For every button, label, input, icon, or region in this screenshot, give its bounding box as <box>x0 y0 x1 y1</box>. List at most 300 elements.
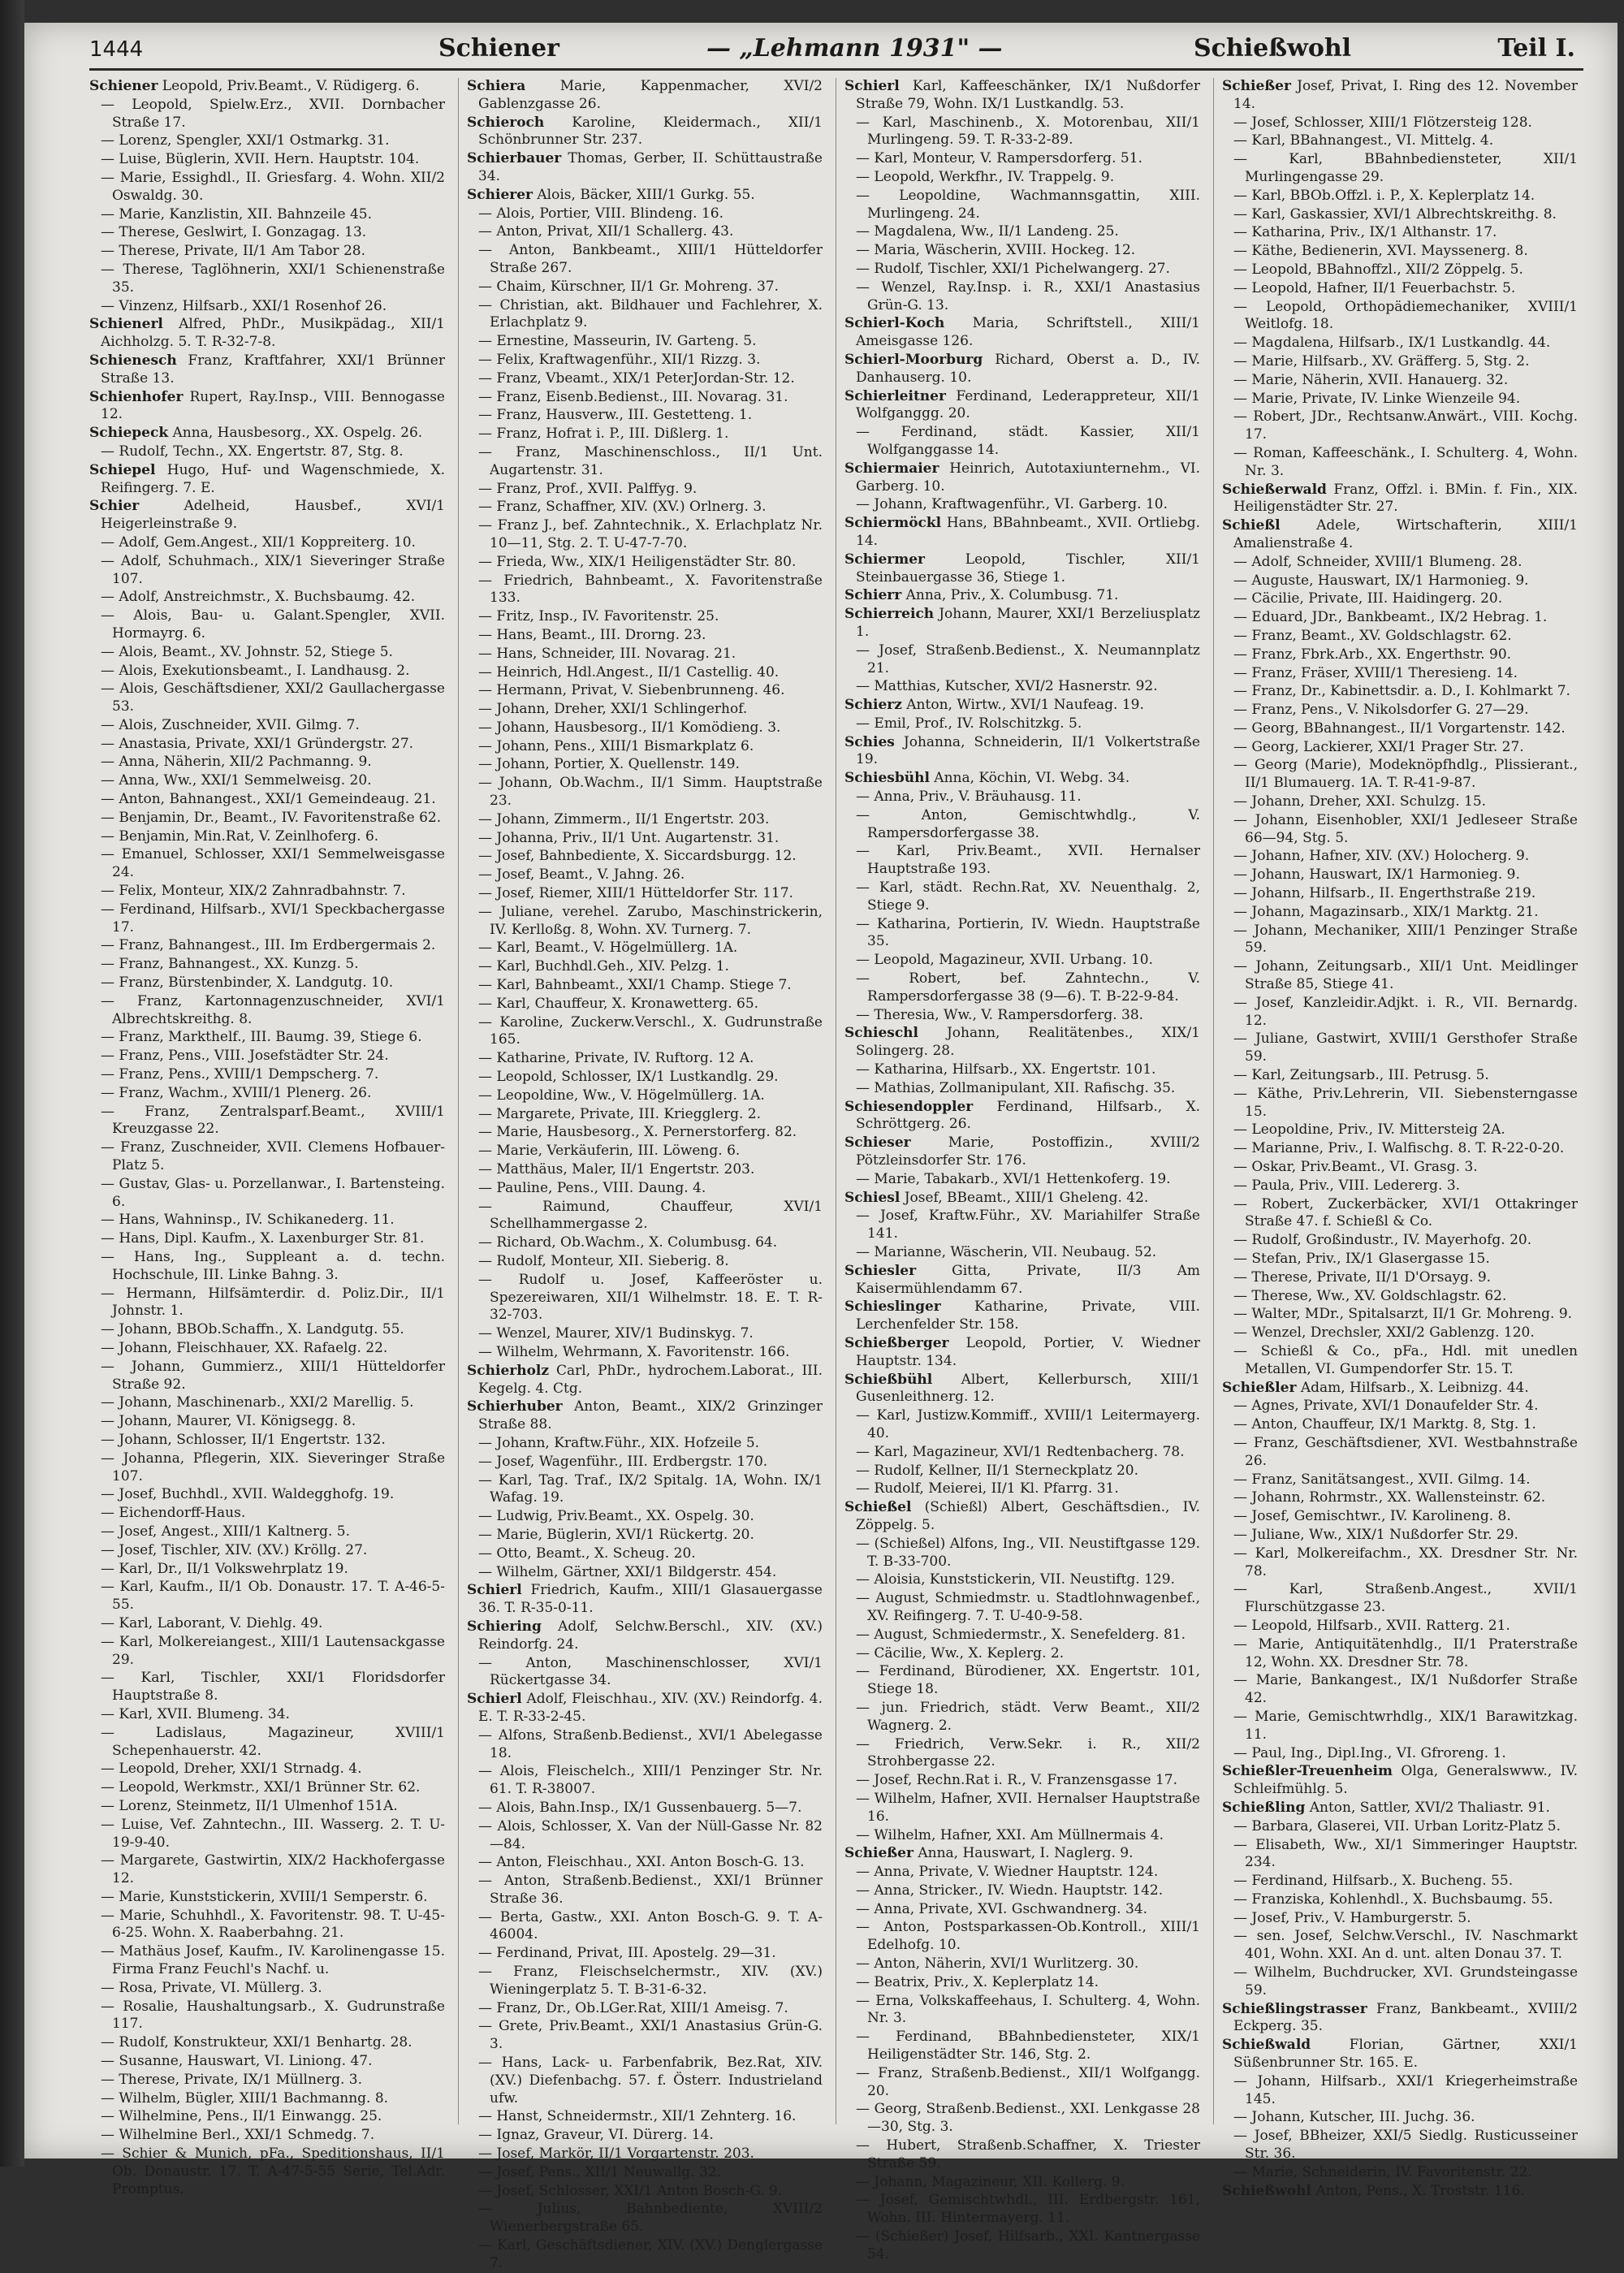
directory-entry: — Therese, Geslwirt, I. Gonzagag. 13. <box>101 224 367 241</box>
directory-entry: — Karoline, Zuckerw.Verschl., X. Gudrunstraße 165. <box>478 1013 823 1048</box>
directory-entry: — Johann, Kutscher, III. Juchg. 36. <box>1233 2109 1475 2126</box>
directory-entry: — Ferdinand, Hilfsarb., XVI/1 Speckbachergasse 17. <box>101 901 445 936</box>
directory-entry: Schieslinger Katharine, Private, VIII. Lerchenfelder Str. 158. <box>844 1299 1200 1333</box>
directory-entry: — Franz J., bef. Zahntechnik., X. Erlachplatz Nr. 10—11, Stg. 2. T. U-47-7-70. <box>478 517 823 551</box>
last-entry-name: Schießwohl <box>1194 34 1352 63</box>
directory-entry: — Leopold, Hafner, II/1 Feuerbachstr. 5. <box>1233 279 1516 296</box>
directory-entry: — Karl, Gaskassier, XVI/1 Albrechtskreithg. 8. <box>1233 205 1557 223</box>
directory-entry: — Frieda, Ww., XIX/1 Heiligenstädter Str. 80. <box>478 553 797 570</box>
directory-entry: — Anastasia, Private, XXI/1 Gründergstr. 27. <box>101 735 414 752</box>
directory-entry: — Felix, Monteur, XIX/2 Zahnradbahnstr. 7. <box>101 883 406 900</box>
directory-entry: Schießerwald Franz, Offzl. i. BMin. f. Fin., XIX. Heiligenstädter Str. 27. <box>1222 481 1578 516</box>
directory-entry: — Barbara, Glaserei, VII. Urban Loritz-Platz 5. <box>1233 1817 1561 1834</box>
directory-entry: — Ernestine, Masseurin, IV. Garteng. 5. <box>478 333 757 350</box>
directory-entry: — Juliane, Ww., XIX/1 Nußdorfer Str. 29. <box>1233 1526 1518 1543</box>
directory-entry: — Johann, Hauswart, IX/1 Harmonieg. 9. <box>1233 866 1520 884</box>
directory-entry: Schießwohl Anton, Pens., X. Troststr. 116. <box>1222 2182 1525 2199</box>
directory-entry: Schierholz Carl, PhDr., hydrochem.Laborat., III. Kegelg. 4. Ctg. <box>467 1362 823 1397</box>
directory-entry: — Johann, Ob.Wachm., II/1 Simm. Hauptstraße 23. <box>478 775 823 810</box>
column-3 <box>844 78 1200 2262</box>
directory-entry: — Rudolf, Großindustr., IV. Mayerhofg. 20. <box>1233 1232 1532 1249</box>
directory-entry: — Anna, Private, XVI. Gschwandnerg. 34. <box>856 1900 1148 1917</box>
directory-entry: — Johann, Schlosser, II/1 Engertstr. 132. <box>101 1431 386 1448</box>
directory-entry: — Georg (Marie), Modeknöpfhdlg., Plissierant., II/1 Blumauerg. 1A. T. R-41-9-87. <box>1233 757 1578 792</box>
directory-entry: — Franz, Beamt., XV. Goldschlagstr. 62. <box>1233 627 1512 644</box>
directory-entry: — Johanna, Priv., II/1 Unt. Augartenstr. 31. <box>478 829 780 846</box>
directory-entry: — Therese, Taglöhnerin, XXI/1 Schienenstraße 35. <box>101 261 445 296</box>
directory-entry: Schierl Friedrich, Kaufm., XIII/1 Glasauergasse 36. T. R-35-0-11. <box>467 1582 823 1617</box>
directory-entry: — Johann, Maschinenarb., XXI/2 Marellig. 5. <box>101 1394 414 1411</box>
directory-entry: — Franz, Eisenb.Bedienst., III. Novarag. 31. <box>478 388 788 405</box>
directory-entry: Schießling Anton, Sattler, XVI/2 Thaliastr. 91. <box>1222 1799 1550 1816</box>
directory-entry: — Franz, Wachm., XVIII/1 Plenerg. 26. <box>101 1084 372 1101</box>
directory-entry: Schierl Karl, Kaffeeschänker, IX/1 Nußdorfer Straße 79, Wohn. IX/1 Lustkandlg. 53. <box>844 78 1200 112</box>
directory-title: — „Lehmann 1931" — <box>706 34 1003 63</box>
directory-entry: — Lorenz, Steinmetz, II/1 Ulmenhof 151A. <box>101 1797 398 1814</box>
directory-entry: — Karl, Magazineur, XVI/1 Redtenbacherg. 78. <box>856 1443 1185 1460</box>
directory-entry: Schießler-Treuenheim Olga, Generalswww., IV. Schleifmühlg. 5. <box>1222 1763 1578 1798</box>
directory-entry: — Schießl & Co., pFa., Hdl. mit unedlen Metallen, VI. Gumpendorfer Str. 15. T. <box>1233 1342 1578 1377</box>
directory-entry: — Johann, Portier, X. Quellenstr. 149. <box>478 756 740 773</box>
directory-entry: Schierer Alois, Bäcker, XIII/1 Gurkg. 55. <box>467 186 755 203</box>
directory-entry: — Stefan, Priv., IX/1 Glasergasse 15. <box>1233 1251 1490 1267</box>
directory-entry: — Marie, Büglerin, XVI/1 Rückertg. 20. <box>478 1526 754 1543</box>
directory-entry: — Josef, Riemer, XIII/1 Hütteldorfer Str. 117. <box>478 885 793 902</box>
directory-entry: Schießel (Schießl) Albert, Geschäftsdien., IV. Zöppelg. 5. <box>844 1499 1200 1533</box>
directory-entry: — Käthe, Bedienerin, XVI. Mayssenerg. 8. <box>1233 243 1528 260</box>
directory-entry: — (Schießer) Josef, Hilfsarb., XXI. Kantnergasse 54. <box>856 2228 1200 2262</box>
directory-entry: — Leopold, Orthopädiemechaniker, XVIII/1 Weitlofg. 18. <box>1233 298 1578 333</box>
directory-entry: Schießler Adam, Hilfsarb., X. Leibnizg. 44. <box>1222 1379 1529 1396</box>
directory-entry: — Franz, Vbeamt., XIX/1 PeterJordan-Str. 12. <box>478 369 795 387</box>
directory-entry: — Johann, Dreher, XXI/1 Schlingerhof. <box>478 701 748 718</box>
column-4 <box>1222 78 1578 2199</box>
directory-entry: — Katharina, Hilfsarb., XX. Engertstr. 101. <box>856 1061 1156 1078</box>
directory-entry: — Ferdinand, Bürodiener, XX. Engertstr. 101, Stiege 18. <box>856 1663 1200 1698</box>
directory-entry: Schierreich Johann, Maurer, XXI/1 Berzeliusplatz 1. <box>844 606 1200 640</box>
directory-entry: — Christian, akt. Bildhauer und Fachlehrer, X. Erlachplatz 9. <box>478 296 823 331</box>
directory-entry: — Rudolf, Meierei, II/1 Kl. Pfarrg. 31. <box>856 1480 1119 1497</box>
directory-entry: — Leopoldine, Priv., IV. Mittersteig 2A. <box>1233 1121 1505 1139</box>
directory-entry: — Karl, Molkereifachm., XX. Dresdner Str. Nr. 78. <box>1233 1545 1578 1579</box>
directory-entry: — Karl, Kaufm., II/1 Ob. Donaustr. 17. T. A-46-5-55. <box>101 1579 445 1614</box>
directory-entry: — Georg, BBahnangest., II/1 Vorgartenstr. 142. <box>1233 719 1566 737</box>
directory-entry: — Wilhelm, Hafner, XVII. Hernalser Hauptstraße 16. <box>856 1790 1200 1825</box>
directory-entry: — Josef, Gemischtwhdl., III. Erdbergstr. 161, Wohn. III. Hintermayerg. 11. <box>856 2192 1200 2227</box>
directory-entry: — Franz, Hofrat i. P., III. Dißlerg. 1. <box>478 426 729 443</box>
directory-entry: — Leopold, Hilfsarb., XVII. Ratterg. 21. <box>1233 1617 1510 1634</box>
directory-entry: — Josef, Straßenb.Bedienst., X. Neumannplatz 21. <box>856 642 1200 676</box>
directory-entry: Schieroch Karoline, Kleidermach., XII/1 Schönbrunner Str. 237. <box>467 114 823 149</box>
directory-entry: — Karl, BBOb.Offzl. i. P., X. Keplerplatz 14. <box>1233 187 1535 204</box>
directory-entry: — Ignaz, Graveur, VI. Dürerg. 14. <box>478 2127 714 2144</box>
directory-entry: — Emil, Prof., IV. Rolschitzkg. 5. <box>856 715 1082 732</box>
directory-entry: — Anton, Chauffeur, IX/1 Marktg. 8, Stg. 1. <box>1233 1416 1536 1433</box>
directory-entry: — Anna, Näherin, XII/2 Pachmanng. 9. <box>101 754 372 771</box>
directory-entry: — Paul, Ing., Dipl.Ing., VI. Gfroreng. 1. <box>1233 1744 1506 1761</box>
directory-entry: — Josef, Angest., XIII/1 Kaltnerg. 5. <box>101 1523 351 1540</box>
directory-entry: — Franz, Fleischselchermstr., XIV. (XV.) Wieningerplatz 5. T. B-31-6-32. <box>478 1964 823 1998</box>
directory-entry: — Juliane, Gastwirt, XVIII/1 Gersthofer Straße 59. <box>1233 1031 1578 1065</box>
directory-entry: — Karl, städt. Rechn.Rat, XV. Neuenthalg. 2, Stiege 9. <box>856 879 1200 914</box>
directory-entry: — Franz, Straßenb.Bedienst., XII/1 Wolfgangg. 20. <box>856 2064 1200 2099</box>
directory-entry: — Mathias, Zollmanipulant, XII. Rafischg. 35. <box>856 1079 1176 1096</box>
directory-entry: — Johann, Fleischhauer, XX. Rafaelg. 22. <box>101 1339 388 1356</box>
directory-entry: — Franz, Fräser, XVIII/1 Theresieng. 14. <box>1233 664 1518 681</box>
directory-entry: Schießlingstrasser Franz, Bankbeamt., XVIII/2 Eckperg. 35. <box>1222 2000 1578 2035</box>
directory-entry: — Wilhelmine Berl., XXI/1 Schmedg. 7. <box>101 2127 375 2144</box>
directory-entry: — Ludwig, Priv.Beamt., XX. Ospelg. 30. <box>478 1508 754 1525</box>
directory-entry: — Johann, Hilfsarb., II. Engerthstraße 219. <box>1233 885 1536 902</box>
directory-entry: — Franz, Markthelf., III. Baumg. 39, Stiege 6. <box>101 1029 422 1046</box>
page-binding-shadow <box>0 0 24 2167</box>
directory-entry: — Anton, Straßenb.Bedienst., XXI/1 Brünner Straße 36. <box>478 1873 823 1907</box>
directory-entry: — Luise, Vef. Zahntechn., III. Wasserg. 2. T. U-19-9-40. <box>101 1816 445 1851</box>
directory-entry: Schies Johanna, Schneiderin, II/1 Volkertstraße 19. <box>844 733 1200 768</box>
directory-entry: — Maria, Wäscherin, XVIII. Hockeg. 12. <box>856 242 1136 259</box>
directory-entry: — Hans, Schneider, III. Novarag. 21. <box>478 645 736 662</box>
directory-entry: — Berta, Gastw., XXI. Anton Bosch-G. 9. T. A-46004. <box>478 1908 823 1943</box>
directory-entry: — Therese, Ww., XV. Goldschlagstr. 62. <box>1233 1287 1507 1304</box>
directory-entry: — Hans, Dipl. Kaufm., X. Laxenburger Str. 81. <box>101 1230 425 1247</box>
directory-entry: — Elisabeth, Ww., XI/1 Simmeringer Hauptstr. 234. <box>1233 1836 1578 1871</box>
directory-entry: — Adolf, Anstreichmstr., X. Buchsbaumg. 42. <box>101 589 416 606</box>
directory-entry: — Margarete, Gastwirtin, XIX/2 Hackhofergasse 12. <box>101 1852 445 1887</box>
directory-entry: — Alois, Fleischelch., XIII/1 Penzinger Str. Nr. 61. T. R-38007. <box>478 1763 823 1798</box>
directory-entry: — Josef, Kraftw.Führ., XV. Mariahilfer Straße 141. <box>856 1208 1200 1242</box>
directory-entry: — Karl, Molkereiangest., XIII/1 Lautensackgasse 29. <box>101 1633 445 1668</box>
column-1 <box>89 78 445 2197</box>
directory-entry: — Franz, Fbrk.Arb., XX. Engerthstr. 90. <box>1233 646 1512 663</box>
directory-entry: — Adolf, Schuhmach., XIX/1 Sieveringer Straße 107. <box>101 552 445 587</box>
directory-entry: — Susanne, Hauswart, VI. Liniong. 47. <box>101 2053 373 2070</box>
directory-entry: — Rosalie, Haushaltungsarb., X. Gudrunstraße 117. <box>101 1998 445 2033</box>
directory-entry: — Leopold, BBahnoffzl., XII/2 Zöppelg. 5. <box>1233 261 1523 278</box>
directory-entry: — Johann, Eisenhobler, XXI/1 Jedleseer Straße 66—94, Stg. 5. <box>1233 811 1578 846</box>
directory-entry: — Leopold, Magazineur, XVII. Urbang. 10. <box>856 952 1153 969</box>
directory-entry: Schienesch Franz, Kraftfahrer, XXI/1 Brünner Straße 13. <box>89 352 445 387</box>
directory-entry: — Anna, Stricker., IV. Wiedn. Hauptstr. 142. <box>856 1882 1164 1899</box>
directory-entry: — Leopold, Schlosser, IX/1 Lustkandlg. 29. <box>478 1069 779 1086</box>
directory-entry: — Johann, Gummierz., XIII/1 Hütteldorfer Straße 92. <box>101 1358 445 1393</box>
directory-entry: — Alois, Portier, VIII. Blindeng. 16. <box>478 205 723 222</box>
directory-entry: — Karl, Justizw.Kommiff., XVIII/1 Leitermayerg. 40. <box>856 1407 1200 1441</box>
directory-entry: — Anton, Fleischhau., XXI. Anton Bosch-G. 13. <box>478 1854 805 1871</box>
directory-entry: Schiesbühl Anna, Köchin, VI. Webg. 34. <box>844 770 1130 787</box>
directory-entry: — Anna, Priv., V. Bräuhausg. 11. <box>856 789 1082 806</box>
directory-entry: — Felix, Kraftwagenführ., XII/1 Rizzg. 3. <box>478 351 761 368</box>
directory-entry: — Josef, Wagenführ., III. Erdbergstr. 170. <box>478 1453 768 1470</box>
directory-entry: — Wenzel, Maurer, XIV/1 Budinskyg. 7. <box>478 1325 754 1342</box>
directory-entry: — Josef, Schlosser, XXI/1 Anton Bosch-G. 9. <box>478 2182 783 2199</box>
directory-entry: — Franz, Bahnangest., XX. Kunzg. 5. <box>101 956 359 973</box>
directory-entry: — Ladislaus, Magazineur, XVIII/1 Schepenhauerstr. 42. <box>101 1724 445 1759</box>
directory-entry: — Josef, Rechn.Rat i. R., V. Franzensgasse 17. <box>856 1772 1178 1789</box>
directory-entry: — Ferdinand, Hilfsarb., X. Bucheng. 55. <box>1233 1873 1514 1890</box>
directory-entry: Schießl Adele, Wirtschafterin, XIII/1 Amalienstraße 4. <box>1222 517 1578 551</box>
directory-entry: Schierhuber Anton, Beamt., XIX/2 Grinzinger Straße 88. <box>467 1398 823 1433</box>
directory-entry: — Anton, Näherin, XVI/1 Wurlitzerg. 30. <box>856 1955 1139 1973</box>
directory-entry: — Robert, bef. Zahntechn., V. Rampersdorfergasse 38 (9—6). T. B-22-9-84. <box>856 970 1200 1005</box>
directory-entry: — Robert, JDr., Rechtsanw.Anwärt., VIII. Kochg. 17. <box>1233 408 1578 443</box>
directory-entry: — Josef, Bahnbediente, X. Siccardsburgg. 12. <box>478 848 797 865</box>
directory-entry: — Otto, Beamt., X. Scheug. 20. <box>478 1545 696 1562</box>
directory-entry: — Johann, Kraftwagenführ., VI. Garberg. 10. <box>856 496 1168 513</box>
directory-entry: — Marie, Tabakarb., XVI/1 Hettenkoferg. 19. <box>856 1170 1171 1187</box>
directory-entry: — Alois, Exekutionsbeamt., I. Landhausg. 2. <box>101 662 410 679</box>
directory-entry: — Alois, Schlosser, X. Van der Nüll-Gasse Nr. 82—84. <box>478 1817 823 1852</box>
directory-entry: — Walter, MDr., Spitalsarzt, II/1 Gr. Mohreng. 9. <box>1233 1306 1573 1323</box>
directory-entry: — Karl, Bahnbeamt., XXI/1 Champ. Stiege 7. <box>478 977 792 994</box>
directory-entry: Schierl-Koch Maria, Schriftstell., XIII/1 Ameisgasse 126. <box>844 315 1200 350</box>
directory-entry: Schiener Leopold, Priv.Beamt., V. Rüdigerg. 6. <box>89 78 420 94</box>
directory-entry: — Franz, Bahnangest., III. Im Erdbergermais 2. <box>101 937 436 954</box>
directory-entry: — Karl, Zeitungsarb., III. Petrusg. 5. <box>1233 1067 1489 1084</box>
directory-entry: — Johann, BBOb.Schaffn., X. Landgutg. 55. <box>101 1321 404 1338</box>
directory-entry: — Grete, Priv.Beamt., XXI/1 Anastasius Grün-G. 3. <box>478 2018 823 2053</box>
directory-entry: — Ferdinand, städt. Kassier, XII/1 Wolfganggasse 14. <box>856 424 1200 458</box>
directory-entry: — Rudolf, Kellner, II/1 Sterneckplatz 20. <box>856 1462 1139 1479</box>
directory-entry: — Anton, Bahnangest., XXI/1 Gemeindeaug. 21. <box>101 791 436 808</box>
directory-entry: — Matthias, Kutscher, XVI/2 Hasnerstr. 92. <box>856 678 1158 695</box>
directory-entry: — Käthe, Priv.Lehrerin, VII. Siebensterngasse 15. <box>1233 1085 1578 1120</box>
directory-entry: — Karl, Monteur, V. Rampersdorferg. 51. <box>856 150 1142 167</box>
directory-entry: — Franz, Schaffner, XIV. (XV.) Orlnerg. 3. <box>478 499 767 516</box>
directory-entry: — Karl, Tischler, XXI/1 Floridsdorfer Hauptstraße 8. <box>101 1670 445 1705</box>
directory-entry: — Ferdinand, Privat, III. Apostelg. 29—31. <box>478 1945 776 1962</box>
directory-entry: Schiesendoppler Ferdinand, Hilfsarb., X. Schröttgerg. 26. <box>844 1098 1200 1133</box>
directory-entry: — Johann, Hilfsarb., XXI/1 Kriegerheimstraße 145. <box>1233 2072 1578 2107</box>
directory-part: Teil I. <box>1497 34 1575 63</box>
directory-entry: — Josef, Beamt., V. Jahng. 26. <box>478 866 685 884</box>
directory-entry: — Aloisia, Kunststickerin, VII. Neustiftg. 129. <box>856 1571 1175 1588</box>
directory-entry: — Juliane, verehel. Zarubo, Maschinstrickerin, IV. Kerlloßg. 8, Wohn. XV. Turnerg. 7. <box>478 903 823 938</box>
directory-entry: — Wilhelm, Wehrmann, X. Favoritenstr. 166. <box>478 1343 790 1360</box>
directory-entry: Schierl-Moorburg Richard, Oberst a. D., IV. Danhauserg. 10. <box>844 351 1200 386</box>
directory-entry: — Erna, Volkskaffeehaus, I. Schulterg. 4, Wohn. Nr. 3. <box>856 1992 1200 2027</box>
directory-entry: — Magdalena, Hilfsarb., IX/1 Lustkandlg. 44. <box>1233 335 1551 352</box>
directory-entry: Schießwald Florian, Gärtner, XXI/1 Süßenbrunner Str. 165. E. <box>1222 2037 1578 2072</box>
directory-entry: — Josef, Pens., XII/1 Neuwallg. 32. <box>478 2163 722 2180</box>
directory-entry: — Anna, Ww., XXI/1 Semmelweisg. 20. <box>101 772 372 789</box>
directory-entry: — Alfons, Straßenb.Bedienst., XVI/1 Abelegasse 18. <box>478 1726 823 1761</box>
directory-entry: — Karl, Beamt., V. Högelmüllerg. 1A. <box>478 940 738 957</box>
directory-entry: — Georg, Lackierer, XXI/1 Prager Str. 27. <box>1233 738 1524 755</box>
directory-entry: Schiermer Leopold, Tischler, XII/1 Steinbauergasse 36, Stiege 1. <box>844 551 1200 586</box>
directory-entry: — Katharina, Priv., IX/1 Althanstr. 17. <box>1233 224 1497 241</box>
directory-entry: — Anton, Gemischtwhdlg., V. Rampersdorfergasse 38. <box>856 806 1200 841</box>
directory-entry: — Josef, Tischler, XIV. (XV.) Kröllg. 27. <box>101 1541 368 1558</box>
directory-entry: — Adolf, Schneider, XVIII/1 Blumeng. 28. <box>1233 553 1522 570</box>
directory-entry: — Marie, Bankangest., IX/1 Nußdorfer Straße 42. <box>1233 1672 1578 1707</box>
directory-entry: — Gustav, Glas- u. Porzellanwar., I. Bartensteing. 6. <box>101 1175 445 1210</box>
directory-entry: — Franz, Zuschneider, XVII. Clemens Hofbauer-Platz 5. <box>101 1139 445 1174</box>
directory-entry: — Margarete, Private, III. Kriegglerg. 2. <box>478 1105 761 1122</box>
directory-entry: — Leopold, Werkfhr., IV. Trappelg. 9. <box>856 168 1115 185</box>
directory-entry: — Josef, Markör, II/1 Vorgartenstr. 203. <box>478 2146 754 2163</box>
directory-entry: — Rudolf, Monteur, XII. Sieberig. 8. <box>478 1253 729 1269</box>
directory-entry: — Auguste, Hauswart, IX/1 Harmonieg. 9. <box>1233 572 1529 589</box>
directory-entry: — Rudolf, Tischler, XXI/1 Pichelwangerg. 27. <box>856 260 1170 277</box>
directory-entry: — Marie, Private, IV. Linke Wienzeile 94. <box>1233 390 1521 407</box>
directory-entry: — sen. Josef, Selchw.Verschl., IV. Naschmarkt 401, Wohn. XXI. An d. unt. alten Donau 37. T. <box>1233 1928 1578 1963</box>
directory-entry: — Marie, Schuhhdl., X. Favoritenstr. 98. T. U-45-6-25. Wohn. X. Raaberbahng. 21. <box>101 1907 445 1942</box>
directory-entry: — Karl, BBahnbediensteter, XII/1 Murlingengasse 29. <box>1233 151 1578 185</box>
directory-entry: Schierl Adolf, Fleischhau., XIV. (XV.) Reindorfg. 4. E. T. R-33-2-45. <box>467 1691 823 1725</box>
directory-entry: — Franz, Pens., XVIII/1 Dempscherg. 7. <box>101 1066 379 1083</box>
directory-entry: — Rudolf, Techn., XX. Engertstr. 87, Stg. 8. <box>101 443 404 460</box>
directory-entry: — Franziska, Kohlenhdl., X. Buchsbaumg. 55. <box>1233 1891 1553 1908</box>
directory-entry: — Leopold, Dreher, XXI/1 Strnadg. 4. <box>101 1761 362 1778</box>
directory-entry: — Marie, Essighdl., II. Griesfarg. 4. Wohn. XII/2 Oswaldg. 30. <box>101 169 445 204</box>
directory-entry: — Richard, Ob.Wachm., X. Columbusg. 64. <box>478 1234 778 1251</box>
directory-entry: — Marianne, Priv., I. Walfischg. 8. T. R-22-0-20. <box>1233 1140 1565 1157</box>
directory-entry: Schieschl Johann, Realitätenbes., XIX/1 Solingerg. 28. <box>844 1025 1200 1060</box>
directory-entry: — August, Schmiedmstr. u. Stadtlohnwagenbef., XV. Reifingerg. 7. T. U-40-9-58. <box>856 1590 1200 1624</box>
directory-entry: — Johann, Zimmerm., II/1 Engertstr. 203. <box>478 810 770 828</box>
directory-entry: — Emanuel, Schlosser, XXI/1 Semmelweisgasse 24. <box>101 846 445 881</box>
directory-entry: Schienerl Alfred, PhDr., Musikpädag., XII/1 Aichholzg. 5. T. R-32-7-8. <box>89 316 445 351</box>
directory-entry: — Franz, Pens., V. Nikolsdorfer G. 27—29. <box>1233 702 1529 719</box>
directory-entry: — Wilhelm, Gärtner, XXI/1 Bildgerstr. 454. <box>478 1563 777 1580</box>
directory-entry: — Wilhelmine, Pens., II/1 Einwangg. 25. <box>101 2108 382 2125</box>
directory-entry: — Josef, Schlosser, XIII/1 Flötzersteig 128. <box>1233 114 1532 131</box>
directory-entry: Schießer Anna, Hauswart, I. Naglerg. 9. <box>844 1845 1134 1862</box>
directory-entry: — Franz, Pens., VIII. Josefstädter Str. 24. <box>101 1048 389 1065</box>
directory-entry: — Wenzel, Ray.Insp. i. R., XXI/1 Anastasius Grün-G. 13. <box>856 279 1200 313</box>
directory-entry: — Johann, Magazineur, XII. Kollerg. 9. <box>856 2173 1125 2190</box>
directory-entry: — Marie, Näherin, XVII. Hanauerg. 32. <box>1233 371 1509 388</box>
directory-entry: — Wenzel, Drechsler, XXI/2 Gablenzg. 120. <box>1233 1324 1535 1342</box>
directory-entry: — Josef, Kanzleidir.Adjkt. i. R., VII. Bernardg. 12. <box>1233 994 1578 1029</box>
directory-entry: — Robert, Zuckerbäcker, XVI/1 Ottakringer Straße 47. f. Schießl & Co. <box>1233 1195 1578 1230</box>
directory-entry: — Karl, Priv.Beamt., XVII. Hernalser Hauptstraße 193. <box>856 843 1200 878</box>
directory-entry: — Wilhelm, Bügler, XIII/1 Bachmanng. 8. <box>101 2089 389 2107</box>
directory-entry: — Hans, Wahninsp., IV. Schikanederg. 11. <box>101 1212 395 1229</box>
directory-entry: — Franz, Maschinenschloss., II/1 Unt. Augartenstr. 31. <box>478 443 823 478</box>
directory-entry: — Lorenz, Spengler, XXI/1 Ostmarkg. 31. <box>101 132 390 149</box>
directory-entry: — Franz, Bürstenbinder, X. Landgutg. 10. <box>101 974 394 992</box>
header-rule <box>89 68 1583 71</box>
directory-entry: — Pauline, Pens., VIII. Daung. 4. <box>478 1179 706 1196</box>
directory-entry: — Therese, Private, IX/1 Müllnerg. 3. <box>101 2071 363 2088</box>
directory-entry: — Johann, Hafner, XIV. (XV.) Holocherg. 9. <box>1233 848 1530 865</box>
directory-entry: — Johann, Maurer, VI. Königsegg. 8. <box>101 1413 356 1430</box>
directory-entry: — Julius, Bahnbediente, XVIII/2 Wienerbergstraße 65. <box>478 2201 823 2236</box>
page-number: 1444 <box>89 37 144 62</box>
directory-entry: — Hans, Ing., Suppleant a. d. techn. Hochschule, III. Linke Bahng. 3. <box>101 1249 445 1283</box>
directory-entry: — Leopold, Spielw.Erz., XVII. Dornbacher Straße 17. <box>101 96 445 131</box>
page-header <box>89 23 1583 71</box>
directory-entry: — Franz, Dr., Ob.LGer.Rat, XIII/1 Ameisg. 7. <box>478 1999 788 2016</box>
directory-entry: — Benjamin, Dr., Beamt., IV. Favoritenstraße 62. <box>101 809 442 826</box>
directory-entry: — Franz, Kartonnagenzuschneider, XVI/1 Albrechtskreithg. 8. <box>101 992 445 1027</box>
directory-entry: — Alois, Zuschneider, XVII. Gilmg. 7. <box>101 716 360 733</box>
directory-entry: — Friedrich, Verw.Sekr. i. R., XII/2 Strohbergasse 22. <box>856 1735 1200 1770</box>
directory-entry: — Franz, Prof., XVII. Palffyg. 9. <box>478 480 698 497</box>
directory-entry: — Johann, Zeitungsarb., XII/1 Unt. Meidlinger Straße 85, Stiege 41. <box>1233 958 1578 993</box>
directory-entry: Schier Adelheid, Hausbef., XVI/1 Heigerleinstraße 9. <box>89 498 445 533</box>
directory-entry: — Anton, Postsparkassen-Ob.Kontroll., XIII/1 Edelhofg. 10. <box>856 1919 1200 1954</box>
directory-entry: — Marie, Schneiderin, IV. Favoritenstr. 22. <box>1233 2163 1532 2180</box>
directory-entry: — Eichendorff-Haus. <box>101 1505 246 1522</box>
directory-entry: Schießer Josef, Privat, I. Ring des 12. November 14. <box>1222 78 1578 112</box>
directory-entry: — Benjamin, Min.Rat, V. Zeinlhoferg. 6. <box>101 828 379 845</box>
directory-entry: — Johann, Magazinsarb., XIX/1 Marktg. 21. <box>1233 903 1539 920</box>
directory-entry: — Wilhelm, Buchdrucker, XVI. Grundsteingasse 59. <box>1233 1964 1578 1999</box>
directory-entry: — Agnes, Private, XVI/1 Donaufelder Str. 4. <box>1233 1398 1539 1415</box>
directory-entry: — Johann, Mechaniker, XIII/1 Penzinger Straße 59. <box>1233 922 1578 957</box>
directory-entry: — Magdalena, Ww., II/1 Landeng. 25. <box>856 223 1119 240</box>
directory-entry: — Franz, Geschäftsdiener, XVI. Westbahnstraße 26. <box>1233 1434 1578 1469</box>
column-2 <box>467 78 823 2271</box>
directory-entry: — Fritz, Insp., IV. Favoritenstr. 25. <box>478 608 719 625</box>
directory-entry: — Therese, Private, II/1 Am Tabor 28. <box>101 243 365 260</box>
directory-entry: — Hans, Beamt., III. Drorng. 23. <box>478 626 706 643</box>
directory-entry: Schierleitner Ferdinand, Lederappreteur, XII/1 Wolfganggg. 20. <box>844 387 1200 422</box>
directory-entry: Schießbühl Albert, Kellerbursch, XIII/1 Gusenleithnerg. 12. <box>844 1371 1200 1406</box>
directory-entry: — Johanna, Pflegerin, XIX. Sieveringer Straße 107. <box>101 1450 445 1484</box>
directory-entry: — Franz, Hausverw., III. Gestetteng. 1. <box>478 407 753 424</box>
directory-entry: — Johann, Hausbesorg., II/1 Komödieng. 3. <box>478 719 781 736</box>
directory-entry: — Beatrix, Priv., X. Keplerplatz 14. <box>856 1973 1099 1990</box>
directory-entry: — jun. Friedrich, städt. Verw Beamt., XII/2 Wagnerg. 2. <box>856 1699 1200 1734</box>
directory-entry: — Franz, Zentralsparf.Beamt., XVIII/1 Kreuzgasse 22. <box>101 1103 445 1138</box>
directory-entry: — Rudolf u. Josef, Kaffeeröster u. Spezereiwaren, XII/1 Wilhelmstr. 18. E. T. R-32-703. <box>478 1271 823 1324</box>
directory-entry: — Johann, Dreher, XXI. Schulzg. 15. <box>1233 793 1487 810</box>
directory-entry: — Cäcilie, Private, III. Haidingerg. 20. <box>1233 590 1503 607</box>
directory-entry: — Marie, Antiquitätenhdlg., II/1 Praterstraße 12, Wohn. XX. Dresdner Str. 78. <box>1233 1636 1578 1670</box>
directory-entry: — Hermann, Hilfsämterdir. d. Poliz.Dir., II/1 Johnstr. 1. <box>101 1285 445 1320</box>
first-entry-name: Schiener <box>438 34 559 63</box>
directory-entry: — Alois, Bahn.Insp., IX/1 Gussenbauerg. 5—7. <box>478 1799 802 1816</box>
directory-entry: — Josef, Gemischtwr., IV. Karolineng. 8. <box>1233 1508 1511 1525</box>
directory-entry: Schierz Anton, Wirtw., XVI/1 Naufeag. 19. <box>844 697 1144 714</box>
directory-entry: — Katharine, Private, IV. Ruftorg. 12 A. <box>478 1050 754 1067</box>
directory-entry: — Karl, Dr., II/1 Volkswehrplatz 19. <box>101 1560 348 1577</box>
directory-entry: — Karl, BBahnangest., VI. Mittelg. 4. <box>1233 132 1494 149</box>
directory-entry: — Anton, Privat, XII/1 Schallerg. 43. <box>478 223 734 240</box>
directory-entry: Schierbauer Thomas, Gerber, II. Schüttaustraße 34. <box>467 150 823 184</box>
directory-entry: — Theresia, Ww., V. Rampersdorferg. 38. <box>856 1006 1144 1023</box>
directory-entry: Schiermaier Heinrich, Autotaxiunternehm., VI. Garberg. 10. <box>844 460 1200 495</box>
directory-entry: — Josef, BBheizer, XXI/5 Siedlg. Rusticusseiner Str. 36. <box>1233 2128 1578 2163</box>
directory-entry: — Hermann, Privat, V. Siebenbrunneng. 46. <box>478 682 785 699</box>
directory-entry: — Heinrich, Hdl.Angest., II/1 Castellig. 40. <box>478 663 780 681</box>
directory-entry: — Luise, Büglerin, XVII. Hern. Hauptstr. 104. <box>101 151 420 168</box>
directory-entry: — Chaim, Kürschner, II/1 Gr. Mohreng. 37. <box>478 278 780 295</box>
directory-entry: — Rudolf, Konstrukteur, XXI/1 Benhartg. 28. <box>101 2034 412 2051</box>
directory-entry: — Adolf, Gem.Angest., XII/1 Koppreiterg. 10. <box>101 534 416 551</box>
directory-entry: — Marie, Verkäuferin, III. Löweng. 6. <box>478 1143 741 1160</box>
directory-entry: Schienhofer Rupert, Ray.Insp., VIII. Bennogasse 12. <box>89 388 445 423</box>
directory-entry: — Rosa, Private, VI. Müllerg. 3. <box>101 1979 322 1996</box>
directory-entry: — Johann, Rohrmstr., XX. Wallensteinstr. 62. <box>1233 1489 1546 1506</box>
directory-entry: — Ferdinand, BBahnbediensteter, XIX/1 Heiligenstädter Str. 146, Stg. 2. <box>856 2029 1200 2063</box>
directory-entry: — Johann, Kraftw.Führ., XIX. Hofzeile 5. <box>478 1434 760 1451</box>
directory-entry: — Anton, Bankbeamt., XIII/1 Hütteldorfer Straße 267. <box>478 242 823 276</box>
directory-entry: — Hans, Lack- u. Farbenfabrik, Bez.Rat, XIV. (XV.) Diefenbachg. 57. f. Österr. Industrieland ufw. <box>478 2055 823 2107</box>
directory-entry: — Anna, Private, V. Wiedner Hauptstr. 124. <box>856 1864 1159 1881</box>
directory-entry: — Karl, Tag. Traf., IX/2 Spitalg. 1A, Wohn. IX/1 Wafag. 19. <box>478 1471 823 1506</box>
directory-entry: — Franz, Sanitätsangest., XVII. Gilmg. 14. <box>1233 1471 1531 1488</box>
directory-entry: — Karl, Buchhdl.Geh., XIV. Pelzg. 1. <box>478 958 729 975</box>
directory-entry: — Marianne, Wäscherin, VII. Neubaug. 52. <box>856 1244 1157 1260</box>
directory-entry: — Marie, Hausbesorg., X. Pernerstorferg. 82. <box>478 1124 797 1141</box>
directory-entry: — Anton, Maschinenschlosser, XVI/1 Rückertgasse 34. <box>478 1654 823 1689</box>
directory-entry: — August, Schmiedermstr., X. Senefelderg. 81. <box>856 1626 1186 1643</box>
directory-entry: — Georg, Straßenb.Bedienst., XXI. Lenkgasse 28—30, Stg. 3. <box>856 2101 1200 2136</box>
